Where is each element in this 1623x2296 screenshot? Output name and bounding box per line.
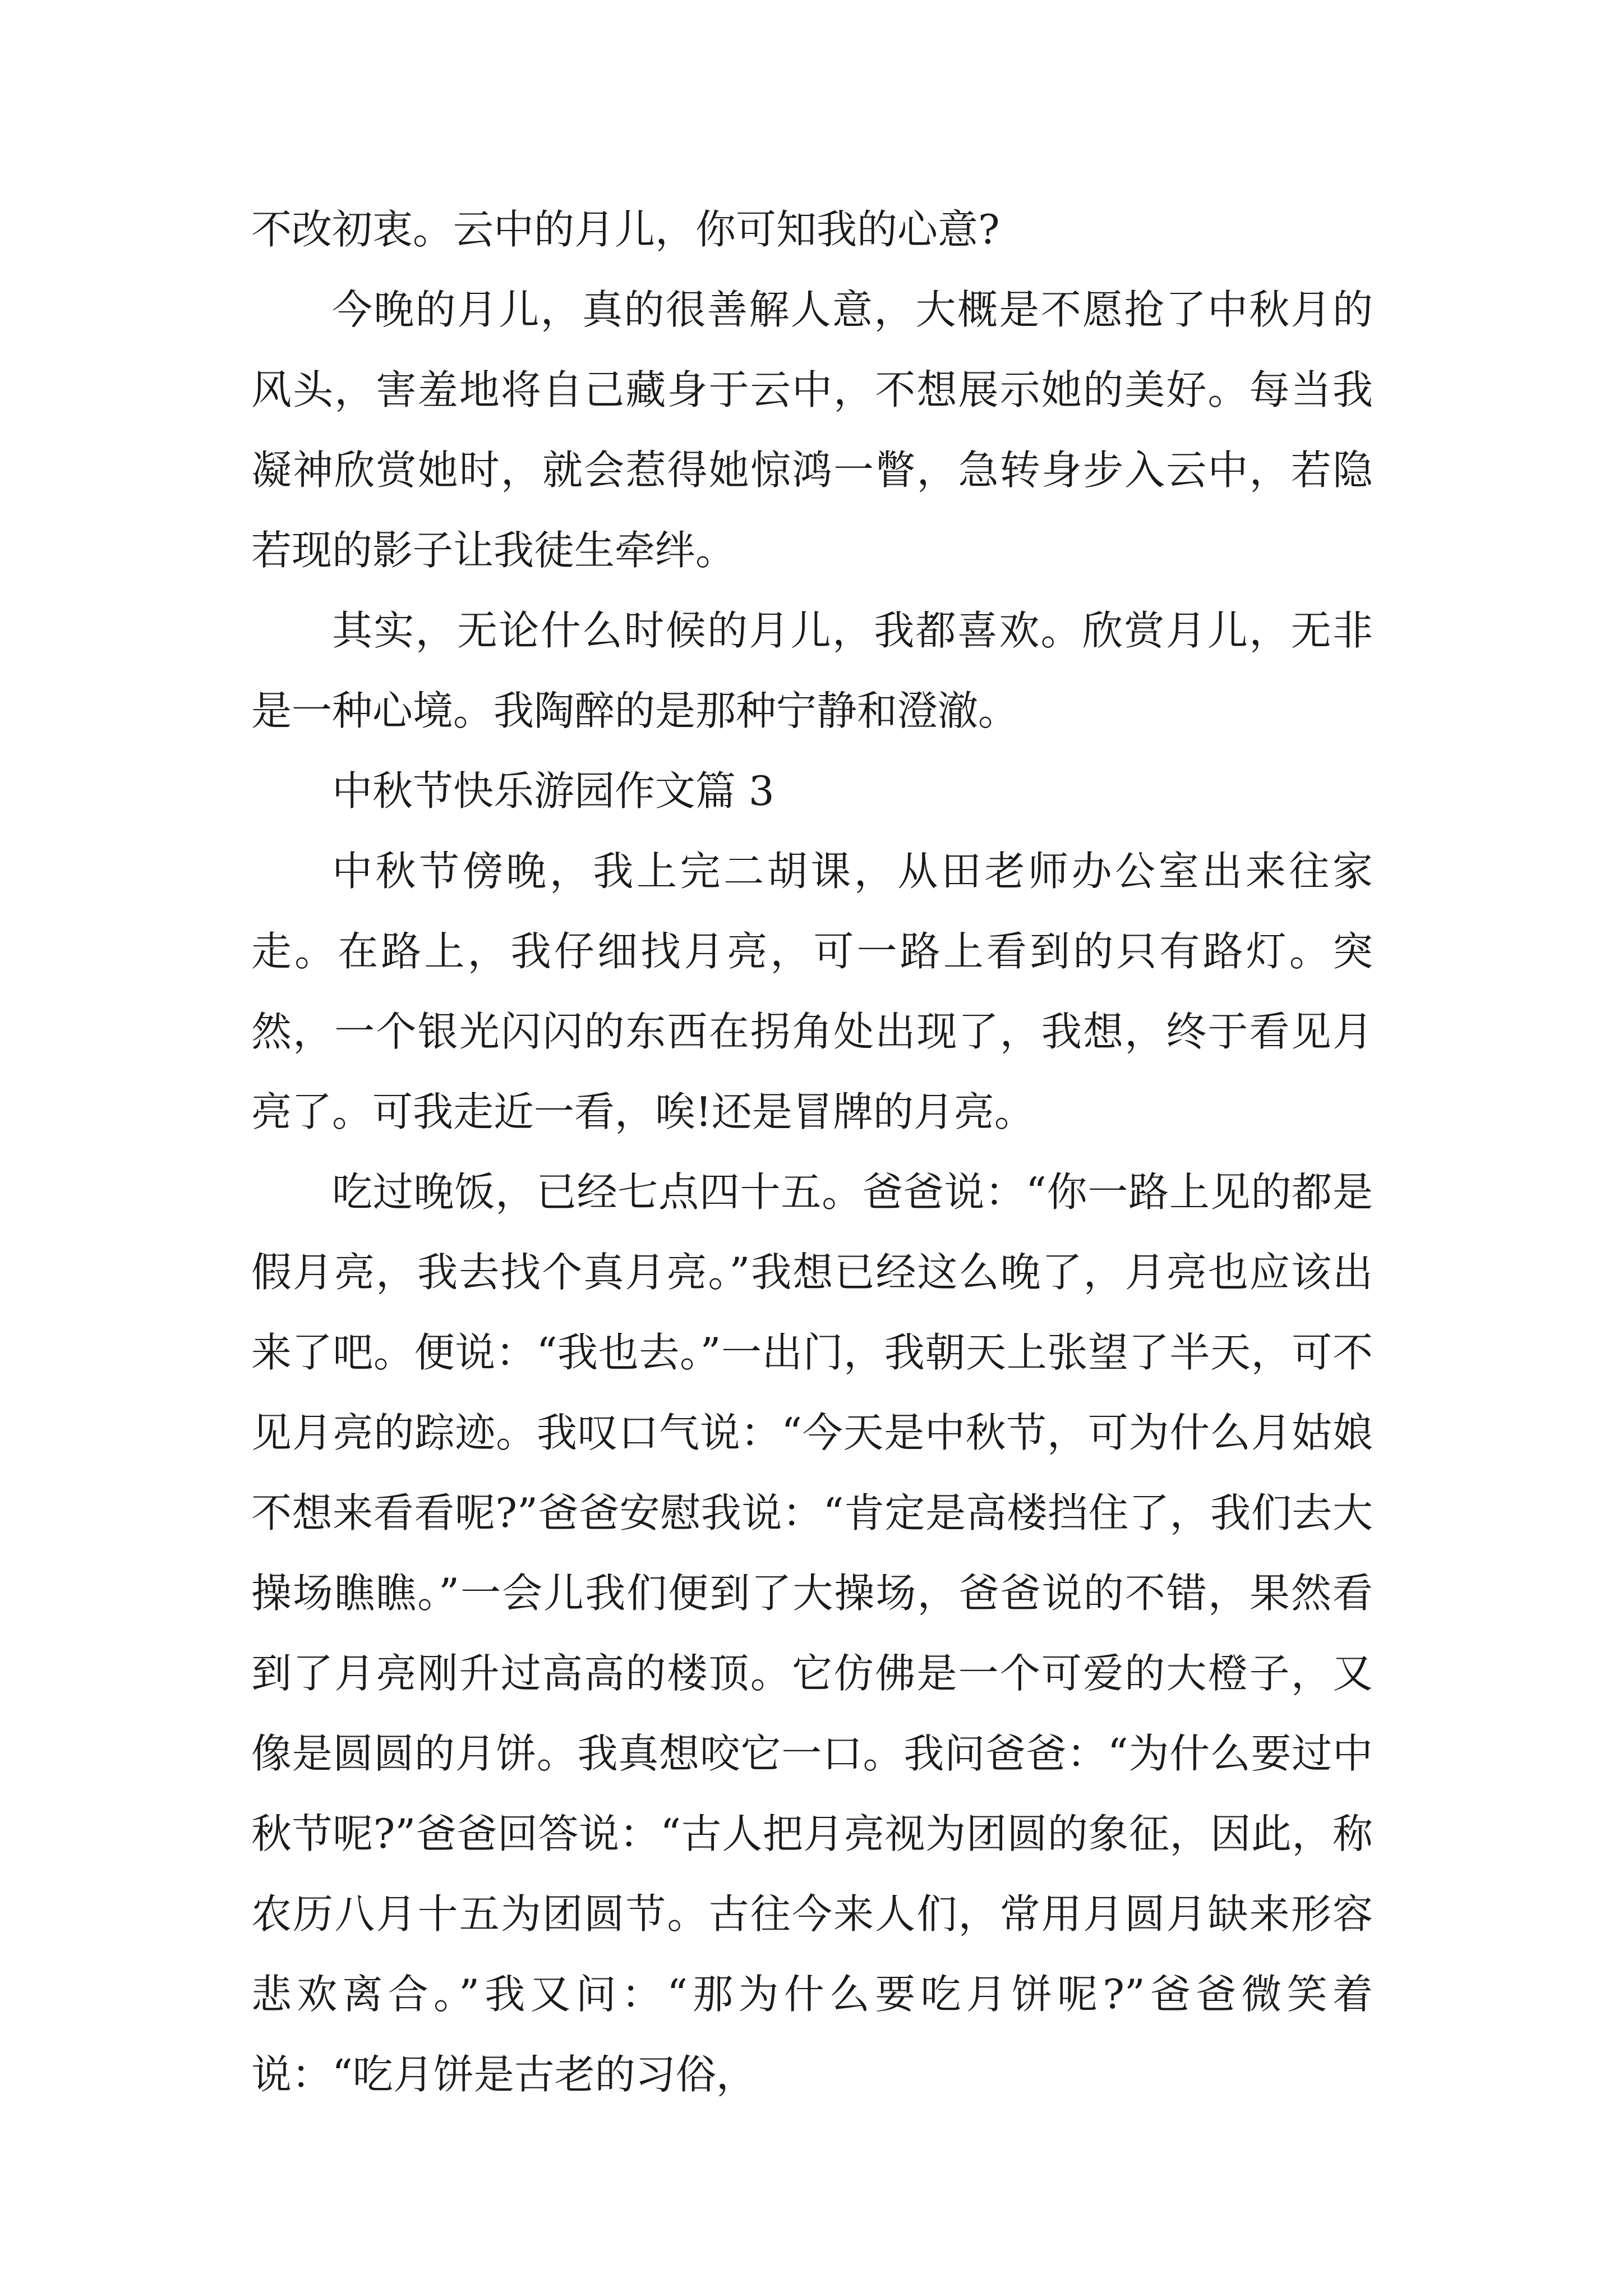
paragraph: 中秋节傍晚，我上完二胡课，从田老师办公室出来往家走。在路上，我仔细找月亮，可一路上看到的只有路灯。突然，一个银光闪闪的东西在拐角处出现了，我想，终于看见月亮了。可我走近一看，唉!还是冒牌的月亮。 (251, 848, 1373, 1135)
essay-body (251, 190, 1373, 2115)
section-heading: 中秋节快乐游园作文篇 3 (332, 767, 774, 815)
paragraph: 其实，无论什么时候的月儿，我都喜欢。欣赏月儿，无非是一种心境。我陶醉的是那种宁静和澄澈。 (251, 607, 1373, 734)
paragraph: 今晚的月儿，真的很善解人意，大概是不愿抢了中秋月的风头，害羞地将自己藏身于云中，不想展示她的美好。每当我凝神欣赏她时，就会惹得她惊鸿一瞥，急转身步入云中，若隐若现的影子让我徒生牵绊。 (251, 286, 1373, 574)
paragraph-continuation: 不改初衷。云中的月儿，你可知我的心意? (251, 206, 1000, 253)
paragraph: 吃过晚饭，已经七点四十五。爸爸说：“你一路上见的都是假月亮，我去找个真月亮。”我想已经这么晚了，月亮也应该出来了吧。便说：“我也去。”一出门，我朝天上张望了半天，可不见月亮的踪迹。我叹口气说：“今天是中秋节，可为什么月姑娘不想来看看呢?”爸爸安慰我说：“肯定是高楼挡住了，我们去大操场瞧瞧。”一会儿我们便到了大操场，爸爸说的不错，果然看到了月亮刚升过高高的楼顶。它仿佛是一个可爱的大橙子，又像是圆圆的月饼。我真想咬它一口。我问爸爸：“为什么要过中秋节呢?”爸爸回答说：“古人把月亮视为团圆的象征，因此，称农历八月十五为团圆节。古往今来人们，常用月圆月缺来形容悲欢离合。”我又问：“那为什么要吃月饼呢?”爸爸微笑着说：“吃月饼是古老的习俗， (251, 1168, 1373, 2098)
